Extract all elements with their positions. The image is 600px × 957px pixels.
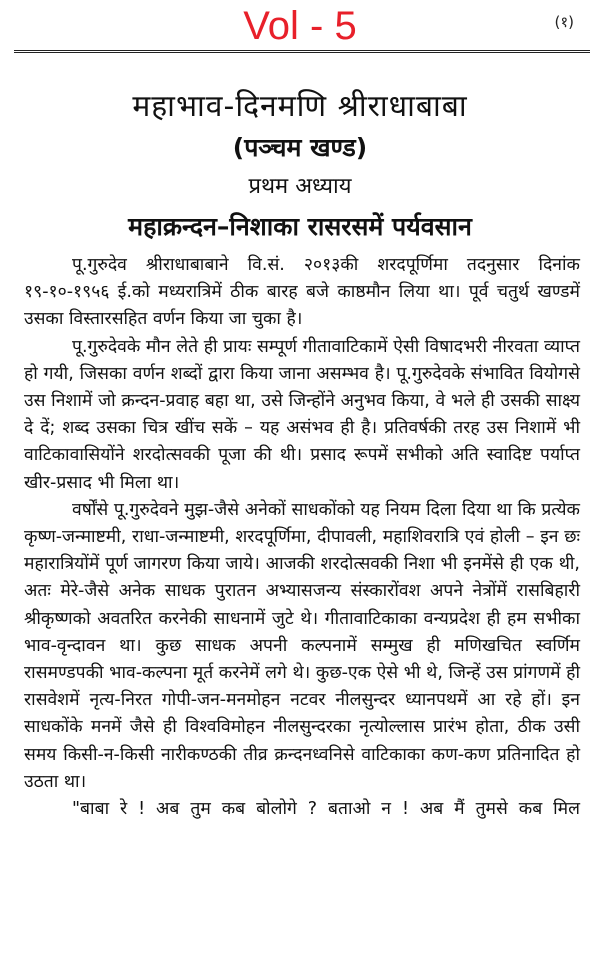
page-number: (१) bbox=[554, 13, 574, 31]
volume-subtitle: (पञ्चम खण्ड) bbox=[232, 133, 368, 162]
paragraph-2: पू.गुरुदेवके मौन लेते ही प्रायः सम्पूर्ण गीतावाटिकामें ऐसी विषादभरी नीरवता व्याप्त हो गयी, जिसका वर्णन शब्दों द्वारा किया जाना असम्भव है। पू.गुरुदेवके संभावित वियोगसे उस निशामें जो क्रन्दन-प्रवाह बहा था, उसे जिन्होंने अनुभव किया, वे भले ही उसकी साक्ष्य दे दें; शब्द उसका चित्र खींच सकें – यह असंभव ही है। प्रतिवर्षकी तरह उस निशामें भी वाटिकावासियोंने शरदोत्सवकी पूजा की थी। प्रसाद रूपमें सभीको अति स्वादिष्ट पर्याप्त खीर-प्रसाद भी मिला था। bbox=[24, 336, 580, 493]
body-text bbox=[24, 252, 580, 823]
paragraph-4: "बाबा रे ! अब तुम कब बोलोगे ? बताओ न ! अब मैं तुमसे कब मिल bbox=[72, 799, 580, 820]
paragraph-3: वर्षोंसे पू.गुरुदेवने मुझ-जैसे अनेकों साधकोंको यह नियम दिला दिया था कि प्रत्येक कृष्ण-जन्माष्टमी, राधा-जन्माष्टमी, शरदपूर्णिमा, दीपावली, महाशिवरात्रि एवं होली – इन छः महारात्रियोंमें पूर्ण जागरण किया जाये। आजकी शरदोत्सवकी निशा भी इनमेंसे ही एक थी, अतः मेरे-जैसे अनेक साधक पुरातन अभ्यासजन्य संस्कारोंवश अपने नेत्रोंमें रासबिहारी श्रीकृष्णको अवतरित करनेकी साधनामें जुटे थे। गीतावाटिकाका वन्यप्रदेश ही हम सभीका भाव-वृन्दावन था। कुछ साधक अपनी कल्पनामें सम्मुख ही मणिखचित स्वर्णिम रासमण्डपकी भाव-कल्पना मूर्त करनेमें लगे थे। कुछ-एक ऐसे भी थे, जिन्हें उस प्रांगणमें ही रासवेशमें नृत्य-निरत गोपी-जन-मनमोहन नटवर नीलसुन्दर ध्यानपथमें आ रहे हों। इन साधकोंके मनमें जैसे ही विश्वविमोहन नीलसुन्दरका नृत्योल्लास प्रारंभ होता, ठीक उसी समय किसी-न-किसी नारीकण्ठकी तीव्र क्रन्दनध्वनिसे वाटिकाका कण-कण प्रतिनादित हो उठता था। bbox=[24, 499, 580, 792]
header-divider bbox=[14, 50, 590, 53]
paragraph-1: पू.गुरुदेव श्रीराधाबाबाने वि.सं. २०१३की शरदपूर्णिमा तदनुसार दिनांक १९-१०-१९५६ ई.को मध्यरात्रिमें ठीक बारह बजे काष्ठमौन लिया था। पूर्व चतुर्थ खण्डमें उसका विस्तारसहित वर्णन किया जा चुका है। bbox=[24, 255, 580, 330]
book-title: महाभाव-दिनमणि श्रीराधाबाबा bbox=[132, 89, 468, 124]
volume-label: Vol - 5 bbox=[243, 4, 357, 48]
chapter-heading: प्रथम अध्याय bbox=[248, 174, 352, 199]
section-heading: महाक्रन्दन–निशाका रासरसमें पर्यवसान bbox=[128, 212, 472, 241]
